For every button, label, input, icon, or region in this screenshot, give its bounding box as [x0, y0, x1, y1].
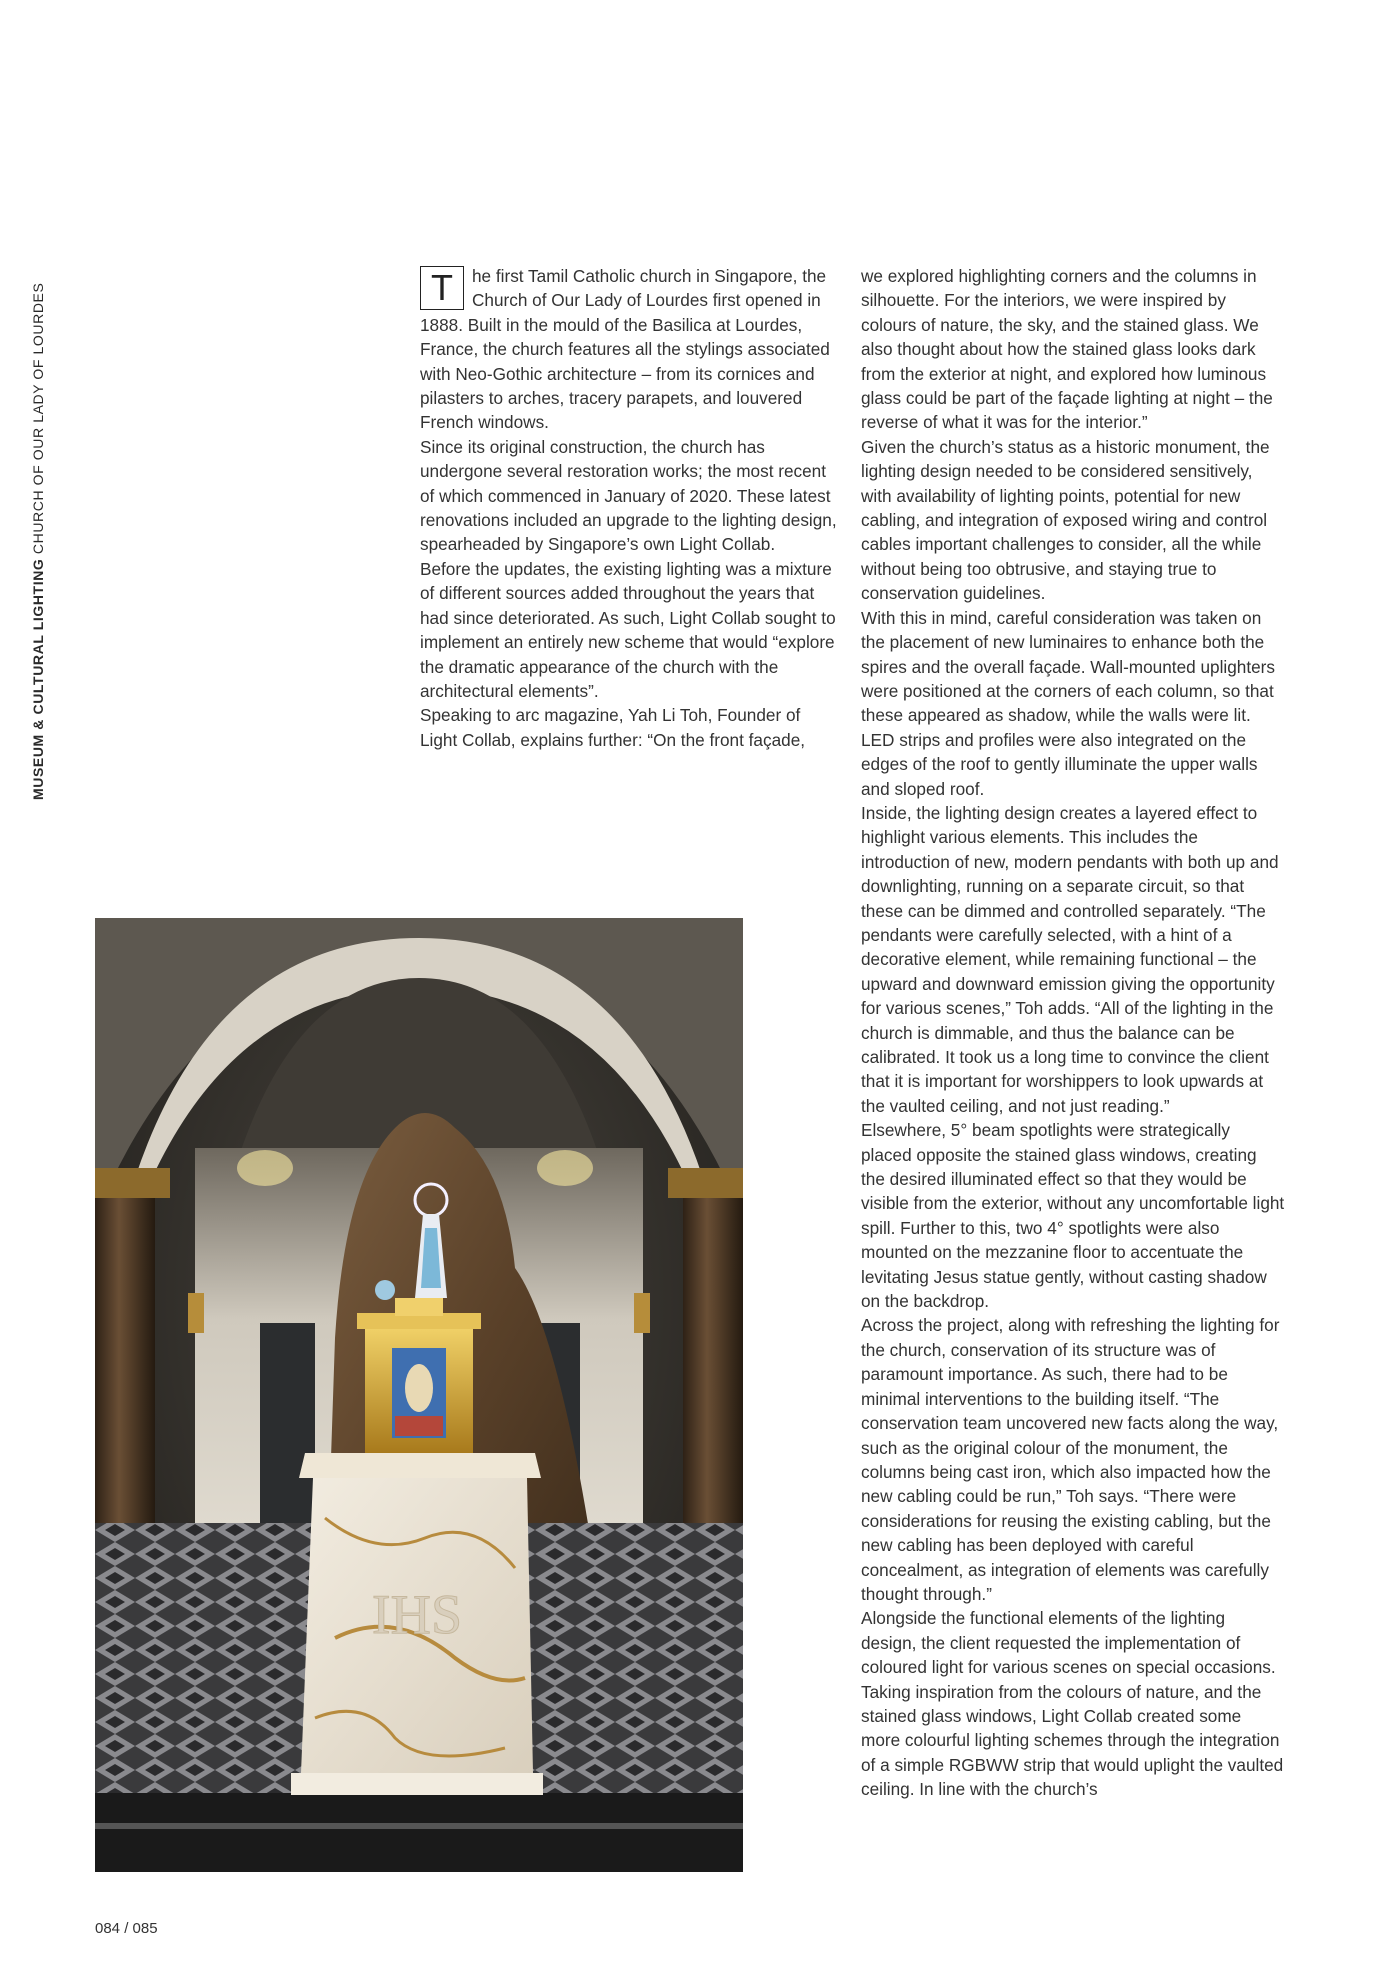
- paragraph: Speaking to arc magazine, Yah Li Toh, Founder of Light Collab, explains further: “On the front façade,: [420, 705, 806, 750]
- drop-cap: T: [420, 266, 464, 310]
- article-column-1: [420, 264, 840, 752]
- paragraph: Elsewhere, 5° beam spotlights were strategically placed opposite the stained glass windows, creating the desired illuminated effect so that they would be visible from the exterior, without any uncomfortable light spill. Further to this, two 4° spotlights were also mounted on the mezzanine floor to accentuate the levitating Jesus statue gently, without casting shadow on the backdrop.: [861, 1120, 1285, 1312]
- section-label: MUSEUM & CULTURAL LIGHTING: [30, 558, 46, 800]
- page-number: 084 / 085: [95, 1920, 158, 1937]
- running-header: [28, 240, 48, 800]
- paragraph: we explored highlighting corners and the columns in silhouette. For the interiors, we were inspired by colours of nature, the sky, and the stained glass. We also thought about how the stained glass looks dark from the exterior at night, and explored how luminous glass could be part of the façade lighting at night – the reverse of what it was for the interior.”: [861, 266, 1273, 433]
- paragraph: Given the church’s status as a historic monument, the lighting design needed to be considered sensitively, with availability of lighting points, potential for new cabling, and integration of exposed wiring and control cables important challenges to consider, all the while without being too obtrusive, and staying true to conservation guidelines.: [861, 436, 1270, 604]
- paragraph: Alongside the functional elements of the lighting design, the client requested the implementation of coloured light for various scenes on special occasions.: [861, 1608, 1276, 1678]
- paragraph: Since its original construction, the church has undergone several restoration works; the most recent of which commenced in January of 2020. These latest renovations included an upgrade to the lighting design, spearheaded by Singapore’s own Light Collab.: [420, 436, 837, 555]
- article-title-label: CHURCH OF OUR LADY OF LOURDES: [30, 282, 46, 555]
- paragraph: Across the project, along with refreshing the lighting for the church, conservation of its structure was of paramount importance. As such, there had to be minimal interventions to the building itself. “The conservation team uncovered new facts along the way, such as the original colour of the monument, the columns being cast iron, which also impacted how the new cabling could be run,” Toh says. “There were considerations for reusing the existing cabling, but the new cabling has been deployed with careful concealment, as integration of elements was carefully thought through.”: [861, 1315, 1280, 1604]
- article-column-2: [861, 264, 1285, 1802]
- paragraph: Before the updates, the existing lighting was a mixture of different sources added throughout the years that had since deteriorated. As such, Light Collab sought to implement an entirely new scheme that would “explore the dramatic appearance of the church with the architectural elements”.: [420, 558, 836, 701]
- church-interior-photo: [95, 918, 743, 1872]
- paragraph: Taking inspiration from the colours of nature, and the stained glass windows, Light Collab created some more colourful lighting schemes through the integration of a simple RGBWW strip that would uplight the vaulted ceiling. In line with the church’s: [861, 1681, 1284, 1800]
- paragraph: Inside, the lighting design creates a layered effect to highlight various elements. This includes the introduction of new, modern pendants with both up and downlighting, running on a separate circuit, so that these can be dimmed and controlled separately. “The pendants were carefully selected, with a hint of a decorative element, while remaining functional – the upward and downward emission giving the opportunity for various scenes,” Toh adds. “All of the lighting in the church is dimmable, and thus the balance can be calibrated. It took us a long time to convince the client that it is important for worshippers to look upwards at the vaulted ceiling, and not just reading.”: [861, 802, 1279, 1116]
- paragraph: With this in mind, careful consideration was taken on the placement of new luminaires to enhance both the spires and the overall façade. Wall-mounted uplighters were positioned at the corners of each column, so that these appeared as shadow, while the walls were lit. LED strips and profiles were also integrated on the edges of the roof to gently illuminate the upper walls and sloped roof.: [861, 607, 1275, 799]
- paragraph: he first Tamil Catholic church in Singapore, the Church of Our Lady of Lourdes first opened in 1888. Built in the mould of the Basilica at Lourdes, France, the church features all the stylings associated with Neo-Gothic architecture – from its cornices and pilasters to arches, tracery parapets, and louvered French windows.: [420, 266, 830, 433]
- pedestal-carving: IHS: [371, 1584, 463, 1646]
